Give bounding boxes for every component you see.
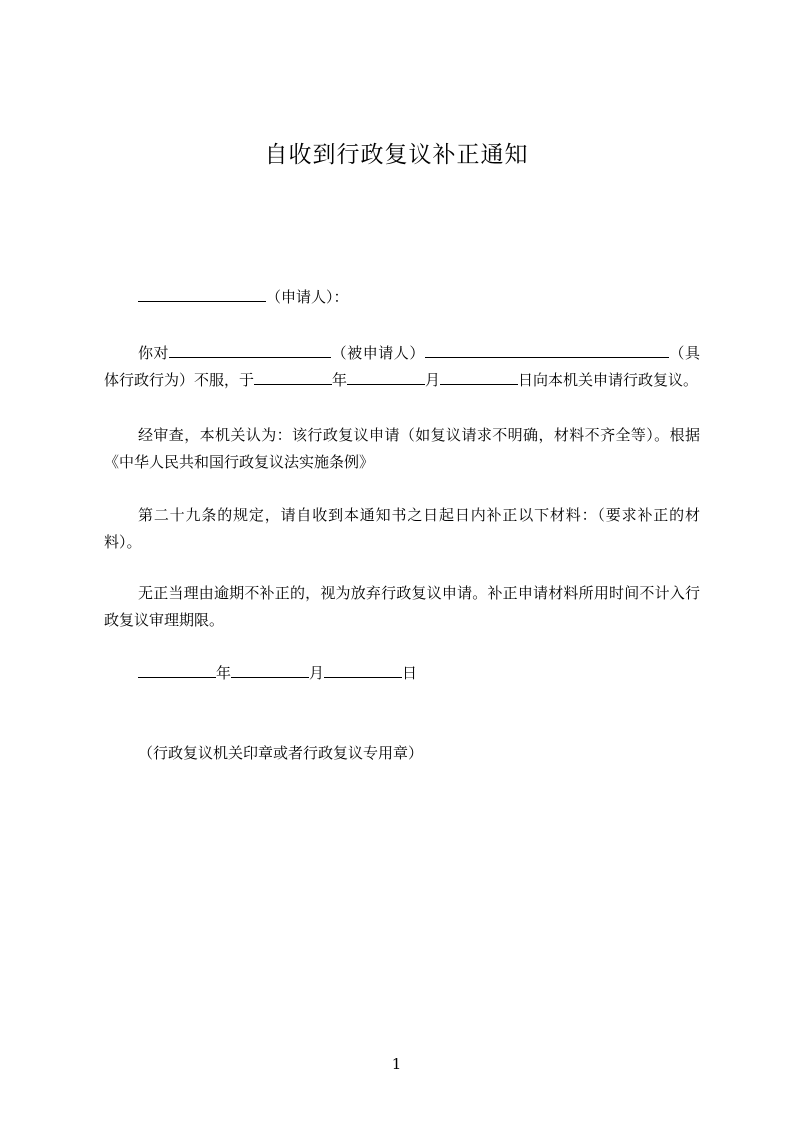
blank-respondent (169, 341, 331, 358)
blank-year (254, 368, 332, 385)
paragraph-article: 第二十九条的规定，请自收到本通知书之日起日内补正以下材料：（要求补正的材料）。 (104, 506, 700, 551)
page-number: 1 (391, 1055, 402, 1073)
salutation-line (104, 284, 700, 311)
date-month-label: 月 (309, 664, 325, 682)
date-year-label: 年 (216, 664, 232, 682)
applicant-blank (138, 285, 266, 302)
salutation-suffix: （申请人）： (266, 288, 349, 306)
seal-note: （行政复议机关印章或者行政复议专用章） (138, 744, 424, 762)
paragraph-1-part-end: 日向本机关申请行政复议。 (518, 371, 699, 389)
date-blank-month (231, 661, 309, 678)
blank-day (440, 368, 518, 385)
date-day-label: 日 (402, 664, 418, 682)
blank-respondent-name (425, 341, 669, 358)
paragraph-consequence: 无正当理由逾期不补正的，视为放弃行政复议申请。补正申请材料所用时间不计入行政复议审理期限。 (104, 584, 700, 629)
paragraph-application (104, 340, 700, 394)
paragraph-1-year-label: 年 (332, 371, 348, 389)
paragraph-1-month-label: 月 (425, 371, 441, 389)
document-title: 自收到行政复议补正通知 (264, 142, 529, 168)
date-line (104, 660, 700, 687)
paragraph-1-part-3: （具体行政行为）不服，于 (104, 344, 700, 389)
paragraph-review: 经审查，本机关认为：该行政复议申请（如复议请求不明确，材料不齐全等）。根据《中华人民共和国行政复议法实施条例》 (104, 426, 700, 471)
paragraph-1-part-2: （被申请人） (331, 344, 425, 362)
date-blank-year (138, 661, 216, 678)
paragraph-1-part-1: 你对 (138, 344, 170, 362)
blank-month (347, 368, 425, 385)
date-blank-day (324, 661, 402, 678)
